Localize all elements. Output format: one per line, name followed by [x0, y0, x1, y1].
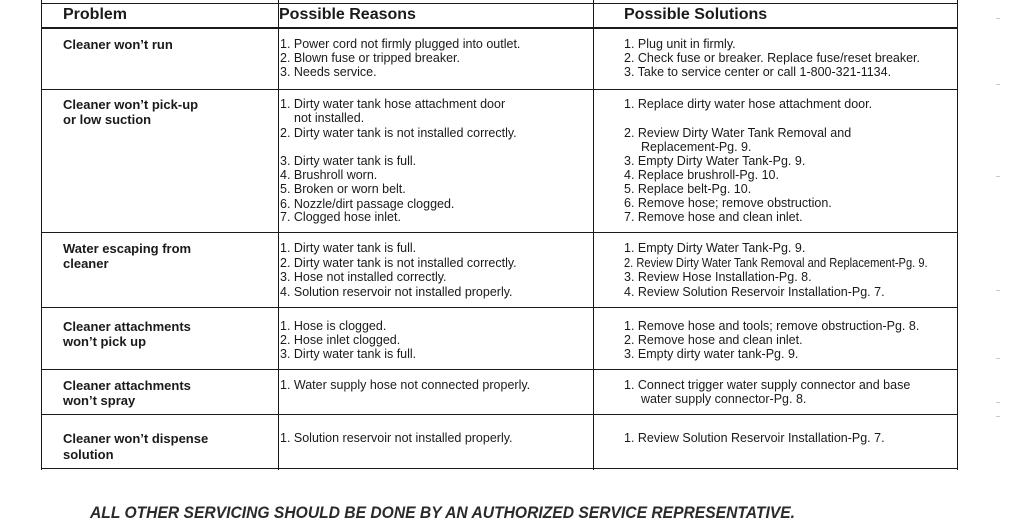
header-possible-reasons: Possible Reasons [279, 6, 416, 23]
solution-line: Replacement-Pg. 9. [641, 140, 752, 154]
reason-line: 2. Blown fuse or tripped breaker. [280, 51, 460, 65]
solution-line: 5. Replace belt-Pg. 10. [624, 182, 752, 196]
row-divider [41, 232, 958, 233]
solution-line: 2. Remove hose and clean inlet. [624, 333, 803, 347]
table-left-border [41, 0, 42, 470]
solution-line: 1. Empty Dirty Water Tank-Pg. 9. [624, 241, 806, 255]
solution-line: 7. Remove hose and clean inlet. [624, 210, 803, 224]
problem-label: won’t spray [63, 393, 136, 408]
header-top-rule [41, 3, 958, 4]
reason-line: 1. Solution reservoir not installed properly. [280, 431, 513, 445]
column-divider-reasons [278, 0, 279, 470]
scan-mark [996, 84, 1000, 85]
header-bottom-rule [41, 27, 958, 29]
solution-line: 3. Empty Dirty Water Tank-Pg. 9. [624, 154, 806, 168]
reason-line: 4. Brushroll worn. [280, 168, 378, 182]
reason-line: 5. Broken or worn belt. [280, 182, 406, 196]
solution-line: 2. Check fuse or breaker. Replace fuse/reset breaker. [624, 51, 920, 65]
header-problem: Problem [63, 6, 128, 23]
reason-line: 2. Dirty water tank is not installed correctly. [280, 256, 517, 270]
problem-label: Cleaner attachments [63, 378, 191, 393]
problem-label: Cleaner won’t dispense [63, 431, 209, 446]
solution-line: 2. Review Dirty Water Tank Removal and Replacement-Pg. 9. [624, 256, 928, 270]
reason-line: 6. Nozzle/dirt passage clogged. [280, 197, 455, 211]
solution-line: 4. Replace brushroll-Pg. 10. [624, 168, 779, 182]
scan-mark [996, 416, 1000, 417]
problem-label: or low suction [63, 112, 152, 127]
row-divider [41, 414, 958, 415]
reason-line: 3. Dirty water tank is full. [280, 347, 417, 361]
solution-line: 2. Review Dirty Water Tank Removal and [624, 126, 852, 140]
service-notice: ALL OTHER SERVICING SHOULD BE DONE BY AN AUTHORIZED SERVICE REPRESENTATIVE. [90, 503, 796, 522]
scan-mark [996, 290, 1000, 291]
reason-line: 2. Hose inlet clogged. [280, 333, 401, 347]
reason-line: 3. Dirty water tank is full. [280, 154, 417, 168]
solution-line: 1. Replace dirty water hose attachment door. [624, 97, 873, 111]
reason-line: 3. Needs service. [280, 65, 377, 79]
row-divider [41, 369, 958, 370]
reason-line: 1. Water supply hose not connected properly. [280, 378, 531, 392]
solution-line: 6. Remove hose; remove obstruction. [624, 196, 832, 210]
reason-line: 7. Clogged hose inlet. [280, 210, 401, 224]
problem-label: cleaner [63, 256, 109, 271]
reason-line: 1. Hose is clogged. [280, 319, 387, 333]
scan-mark [996, 402, 1000, 403]
scan-mark [996, 18, 1000, 19]
solution-line: 1. Review Solution Reservoir Installation-Pg. 7. [624, 431, 885, 445]
reason-line: 4. Solution reservoir not installed properly. [280, 285, 513, 299]
problem-label: Cleaner attachments [63, 319, 191, 334]
problem-label: solution [63, 447, 114, 462]
problem-label: Water escaping from [63, 241, 192, 256]
row-divider [41, 89, 958, 90]
problem-label: Cleaner won’t run [63, 37, 173, 52]
solution-line: 1. Plug unit in firmly. [624, 37, 736, 51]
solution-line: 4. Review Solution Reservoir Installation-Pg. 7. [624, 285, 885, 299]
header-possible-solutions: Possible Solutions [624, 6, 768, 23]
reason-line: 3. Hose not installed correctly. [280, 270, 447, 284]
table-right-border [957, 0, 958, 470]
reason-line: 1. Dirty water tank is full. [280, 241, 417, 255]
row-divider [41, 307, 958, 308]
problem-label: Cleaner won’t pick-up [63, 97, 199, 112]
reason-line: 1. Dirty water tank hose attachment door [280, 97, 506, 111]
solution-line: 3. Empty dirty water tank-Pg. 9. [624, 347, 799, 361]
reason-line: not installed. [294, 111, 365, 125]
reason-line: 1. Power cord not firmly plugged into outlet. [280, 37, 521, 51]
problem-label: won’t pick up [63, 334, 147, 349]
solution-line: water supply connector-Pg. 8. [641, 392, 807, 406]
solution-line: 1. Connect trigger water supply connector and base [624, 378, 911, 392]
solution-line: 3. Take to service center or call 1-800-321-1134. [624, 65, 892, 79]
solution-line: 1. Remove hose and tools; remove obstruction-Pg. 8. [624, 319, 920, 333]
scan-mark [996, 176, 1000, 177]
scan-mark [996, 358, 1000, 359]
column-divider-solutions [593, 0, 594, 470]
solution-line: 3. Review Hose Installation-Pg. 8. [624, 270, 812, 284]
reason-line: 2. Dirty water tank is not installed correctly. [280, 126, 517, 140]
table-bottom-border [41, 468, 958, 469]
